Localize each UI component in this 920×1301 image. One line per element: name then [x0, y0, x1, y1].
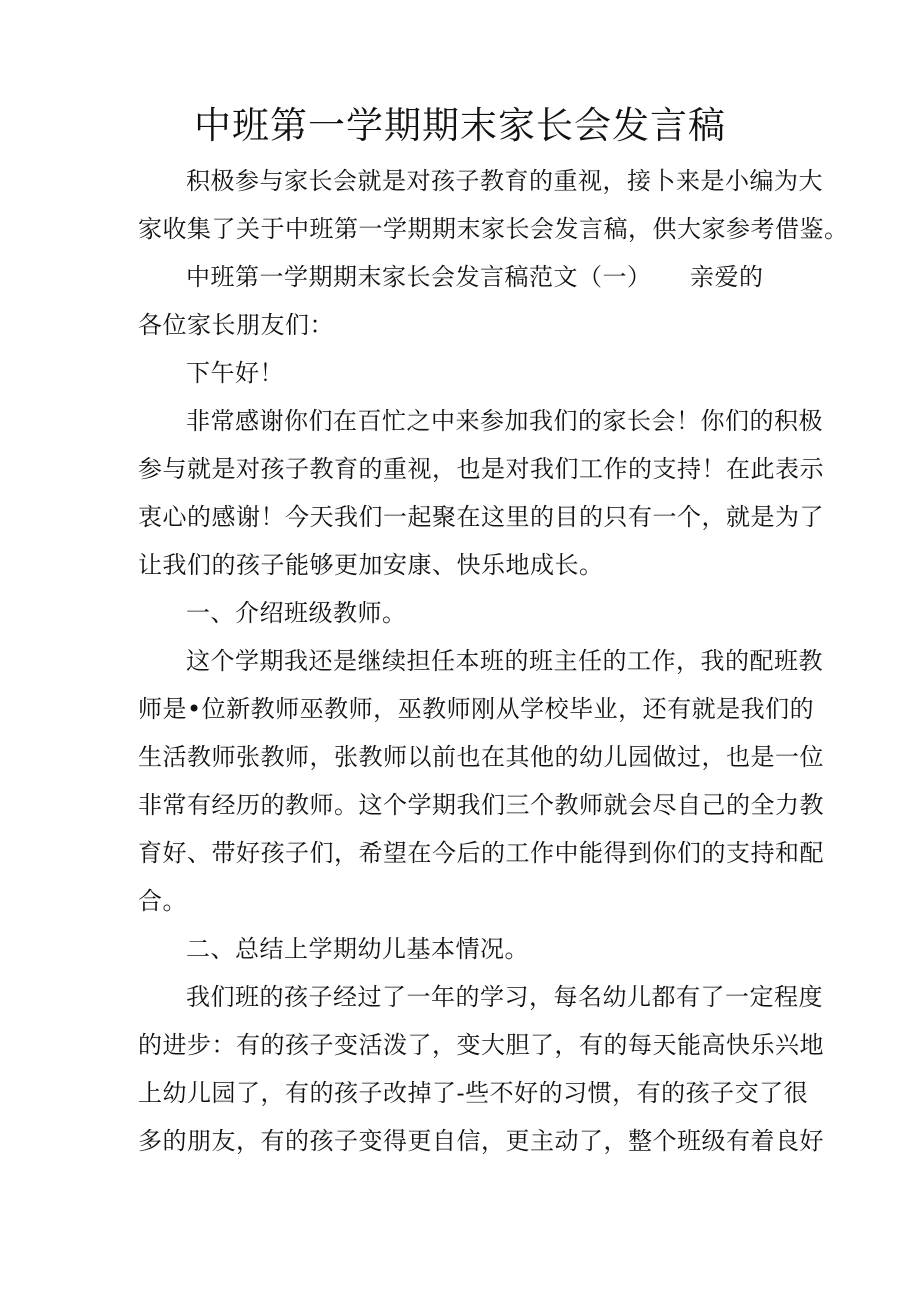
- paragraph-line: 积极参与家长会就是对孩子教育的重视，接卜来是小编为大: [186, 167, 823, 195]
- section-heading: 一、介绍班级教师。: [186, 599, 407, 627]
- paragraph-line: 参与就是对孩子教育的重视，也是对我们工作的支持！在此表示: [138, 455, 824, 483]
- paragraph-line: 这个学期我还是继续担任本班的班主任的工作，我的配班教: [186, 647, 823, 675]
- paragraph-line: 非常感谢你们在百忙之中来参加我们的家长会！你们的积极: [186, 407, 823, 435]
- paragraph-line: 合。: [138, 887, 187, 915]
- paragraph-line: 家收集了关于中班第一学期期末家长会发言稿，供大家参考借鉴。: [138, 215, 849, 243]
- document-title: 中班第一学期期末家长会发言稿: [194, 104, 726, 147]
- paragraph-line: 让我们的孩子能够更加安康、快乐地成长。: [138, 551, 604, 579]
- salutation-line: 各位家长朋友们：: [138, 311, 334, 339]
- paragraph-line: 多的朋友，有的孩子变得更自信，更主动了，整个班级有着良好: [138, 1127, 824, 1155]
- paragraph-line: 育好、带好孩子们，希望在今后的工作中能得到你们的支持和配: [138, 839, 824, 867]
- paragraph-line: 我们班的孩子经过了一年的学习，每名幼儿都有了一定程度: [186, 983, 823, 1011]
- section-heading: 中班第一学期期末家长会发言稿范文（一）: [186, 263, 652, 291]
- paragraph-line: 生活教师张教师，张教师以前也在其他的幼儿园做过，也是一位: [138, 743, 824, 771]
- paragraph-line: 的进步：有的孩子变活泼了，变大胆了，有的每天能高快乐兴地: [138, 1031, 824, 1059]
- salutation-start: 亲爱的: [690, 263, 764, 291]
- section-heading: 二、总结上学期幼儿基本情况。: [186, 935, 529, 963]
- paragraph-line: 非常有经历的教师。这个学期我们三个教师就会尽自己的全力教: [138, 791, 824, 819]
- greeting-line: 下午好！: [186, 359, 284, 387]
- paragraph-line: 上幼儿园了，有的孩子改掉了-些不好的习惯，有的孩子交了很: [138, 1079, 809, 1107]
- paragraph-line: 衷心的感谢！今天我们一起聚在这里的目的只有一个，就是为了: [138, 503, 824, 531]
- paragraph-line: 师是•位新教师巫教师，巫教师刚从学校毕业，还有就是我们的: [138, 695, 815, 723]
